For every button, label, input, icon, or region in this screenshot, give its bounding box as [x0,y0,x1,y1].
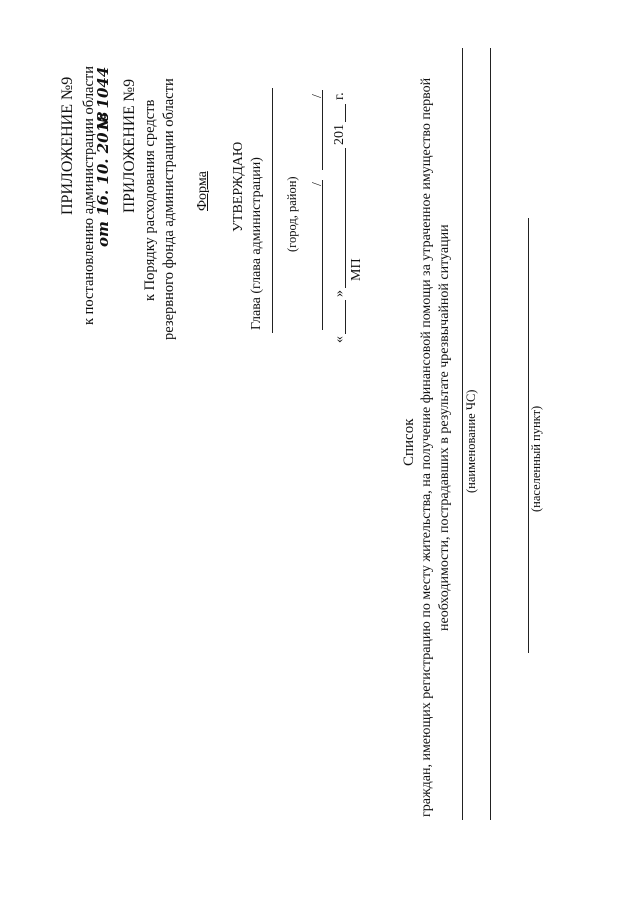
appendix-title: ПРИЛОЖЕНИЕ №9 [59,76,76,215]
quote-open: « [332,336,347,343]
list-line-1: граждан, имеющих регистрацию по месту жительства, на получение финансовой помощи за утраченное имущество первой [419,77,434,817]
signature-line-1 [322,180,323,330]
city-district-caption: (город, район) [285,176,299,252]
year-suffix: г. [332,92,347,100]
month-line [345,148,346,288]
handwritten-date: от 16. 10. 2018 [94,111,112,247]
slash-1: / [310,182,325,186]
order-line-1: к Порядку расходования средств [142,99,158,301]
list-title: Список [401,418,417,466]
emergency-caption: (наименование ЧС) [464,389,478,493]
head-underline [272,88,273,333]
handwritten-number: № 1044 [94,66,112,130]
year-label: 201 [332,124,347,145]
seal-label: МП [349,258,364,281]
day-line [345,300,346,334]
head-label: Глава (глава администрации) [249,157,264,330]
approve-label: УТВЕРЖДАЮ [231,141,246,232]
settlement-caption: (населенный пункт) [529,405,543,512]
form-label: Форма [195,171,210,211]
year-line [345,104,346,122]
quote-close: » [332,290,347,297]
order-line-2: резервного фонда администрации области [161,78,177,340]
resolution-line: к постановлению администрации области [81,65,97,325]
second-line [490,48,491,820]
slash-2: / [310,94,325,98]
list-line-2: необходимости, пострадавших в результате чрезвычайной ситуации [437,224,452,631]
appendix-title-2: ПРИЛОЖЕНИЕ №9 [121,79,138,213]
emergency-line [462,48,463,820]
signature-line-2 [322,90,323,170]
